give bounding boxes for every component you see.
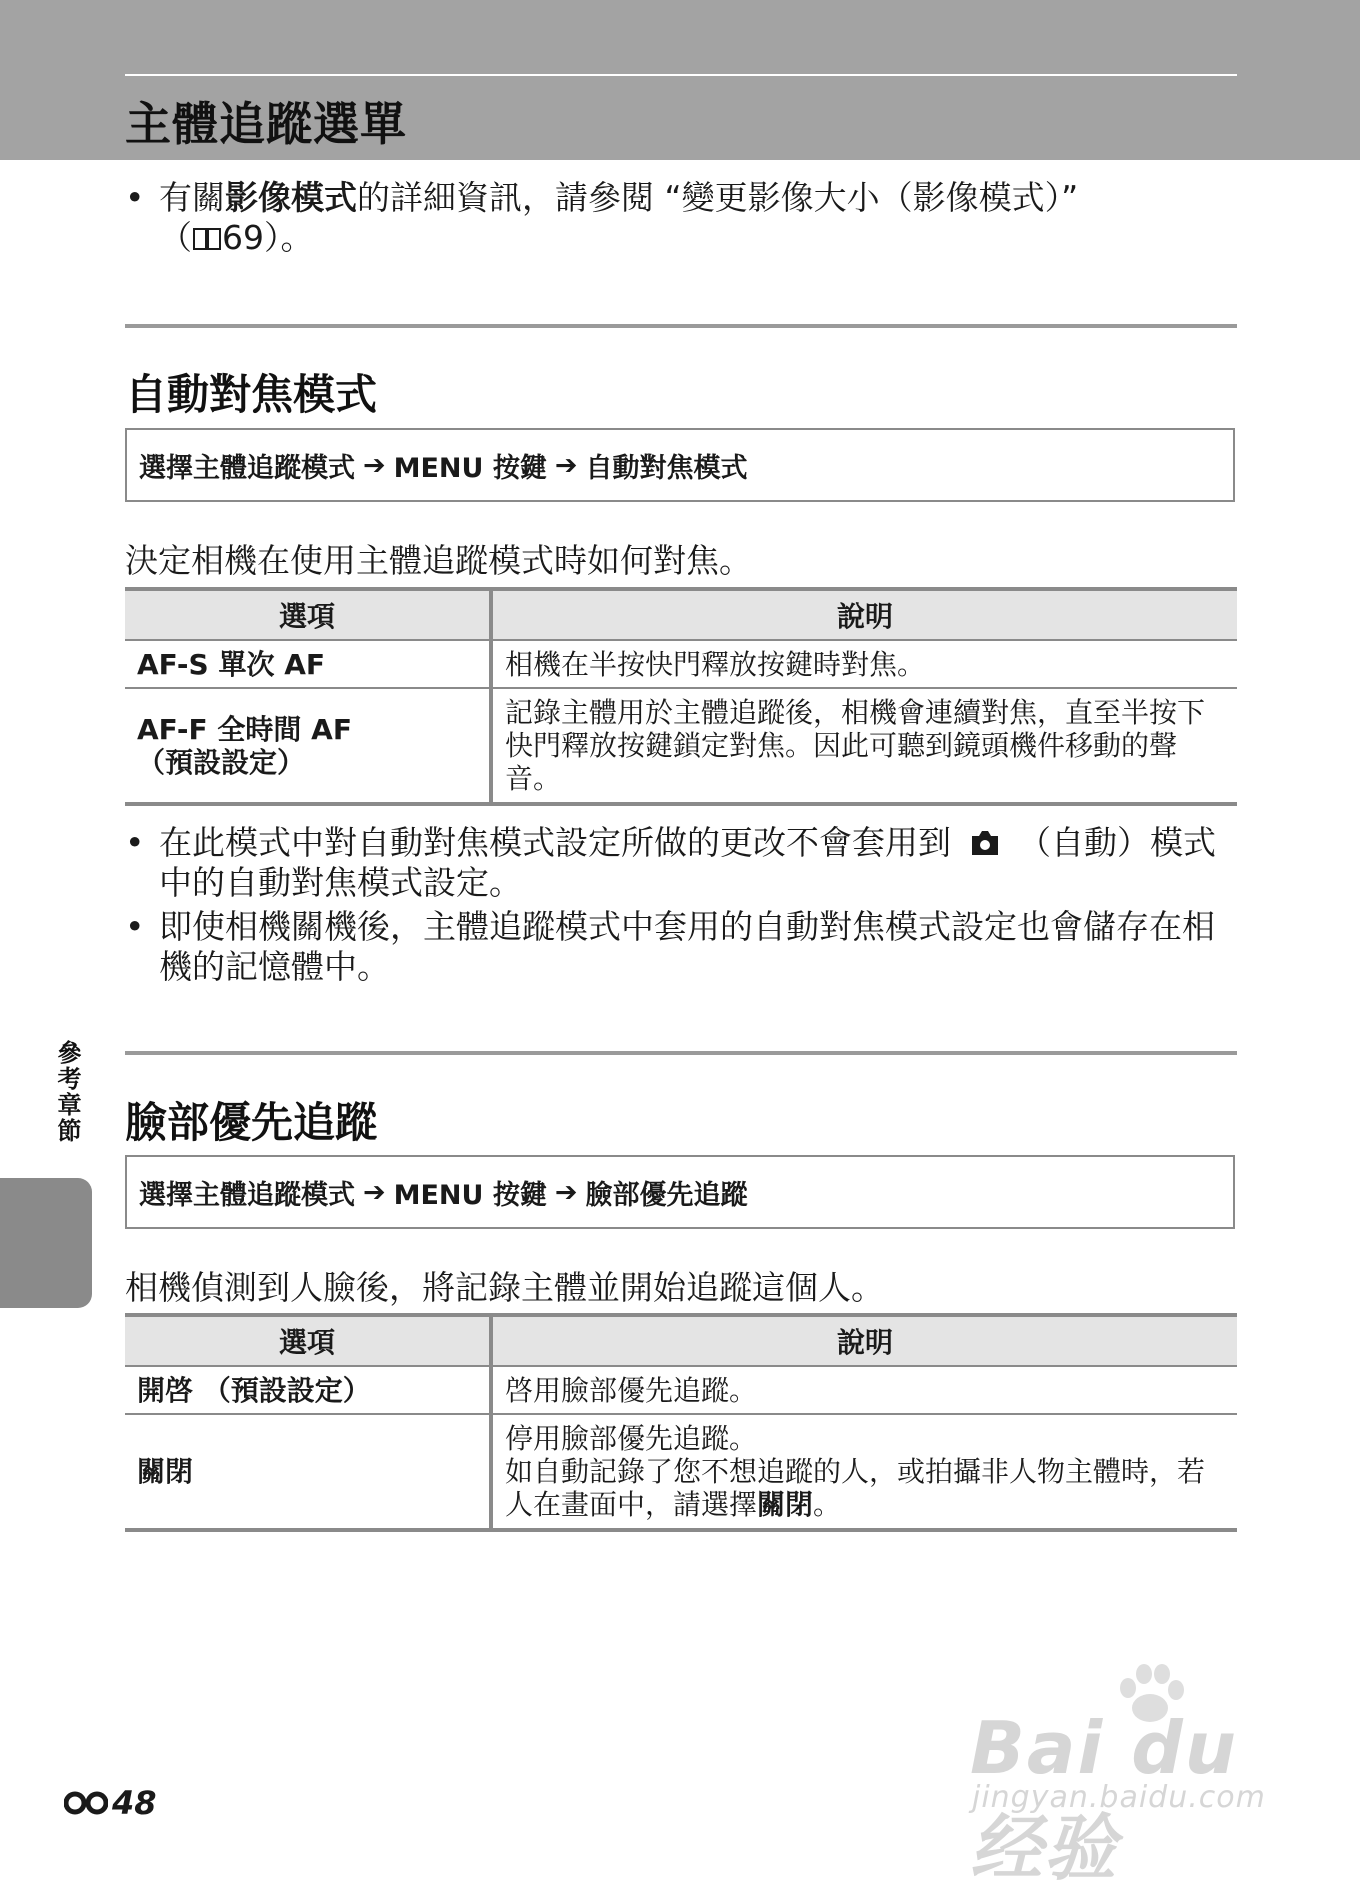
reference-section-icon — [64, 1788, 108, 1818]
menu-path-face-priority: 選擇主體追蹤模式 ➔ MENU 按鍵 ➔ 臉部優先追蹤 — [125, 1155, 1235, 1229]
page-ref-link[interactable]: 69）。 — [222, 218, 314, 257]
arrow-right-icon: ➔ — [554, 449, 578, 481]
section-rule — [125, 1051, 1237, 1055]
face-priority-description: 相機偵測到人臉後，將記錄主體並開始追蹤這個人。 — [125, 1268, 884, 1307]
arrow-right-icon: ➔ — [363, 449, 386, 481]
table-header-row — [125, 589, 1237, 640]
chapter-side-label: 參考章節 — [53, 1040, 81, 1144]
intro-bullet: • 有關影像模式的詳細資訊，請參閱 “變更影像大小（影像模式）” （ 69）。 — [125, 178, 1079, 257]
arrow-right-icon: ➔ — [554, 1176, 578, 1208]
bullet-dot: • — [125, 907, 145, 946]
option-description: 停用臉部優先追蹤。 如自動記錄了您不想追蹤的人，或拍攝非人物主體時，若人在畫面中，請選擇關閉。 — [491, 1414, 1237, 1530]
option-name: AF-F 全時間 AF （預設設定） — [125, 688, 491, 804]
option-description: 記錄主體用於主體追蹤後，相機會連續對焦，直至半按下快門釋放按鍵鎖定對焦。因此可聽到鏡頭機件移動的聲音。 — [491, 688, 1237, 804]
table-row — [125, 1414, 1237, 1530]
option-name: 開啓 （預設設定） — [125, 1366, 491, 1414]
option-description: 相機在半按快門釋放按鍵時對焦。 — [491, 640, 1237, 688]
column-header-option: 選項 — [125, 1315, 491, 1366]
menu-path-autofocus: 選擇主體追蹤模式 ➔ MENU 按鍵 ➔ 自動對焦模式 — [125, 428, 1235, 502]
page-number: 48 — [64, 1784, 157, 1822]
option-name: 關閉 — [125, 1414, 491, 1530]
section-title-face-priority: 臉部優先追蹤 — [125, 1098, 378, 1147]
autofocus-description: 決定相機在使用主體追蹤模式時如何對焦。 — [125, 541, 752, 580]
chapter-side-tab — [0, 1178, 92, 1308]
option-description: 啓用臉部優先追蹤。 — [491, 1366, 1237, 1414]
face-priority-options-table — [125, 1313, 1237, 1532]
table-row — [125, 688, 1237, 804]
camera-auto-mode-icon — [968, 828, 1002, 858]
watermark — [960, 1660, 1290, 1890]
autofocus-note-bullet: • 即使相機關機後，主體追蹤模式中套用的自動對焦模式設定也會儲存在相機的記憶體中。 — [125, 907, 1215, 986]
table-header-row — [125, 1315, 1237, 1366]
watermark-brand: Bai du 经验 — [970, 1706, 1239, 1890]
table-row — [125, 640, 1237, 688]
autofocus-note-bullet: • 在此模式中對自動對焦模式設定所做的更改不會套用到 （自動）模式中的自動對焦模式設定。 — [125, 823, 1216, 902]
arrow-right-icon: ➔ — [363, 1176, 386, 1208]
book-icon — [192, 225, 222, 253]
column-header-description: 說明 — [491, 589, 1237, 640]
autofocus-options-table — [125, 587, 1237, 806]
option-name: AF-S 單次 AF — [125, 640, 491, 688]
bullet-dot: • — [125, 178, 145, 217]
section-title-autofocus: 自動對焦模式 — [125, 370, 378, 419]
header-rule — [125, 74, 1237, 76]
table-row — [125, 1366, 1237, 1414]
page-title: 主體追蹤選單 — [125, 97, 407, 151]
column-header-description: 說明 — [491, 1315, 1237, 1366]
column-header-option: 選項 — [125, 589, 491, 640]
bullet-dot: • — [125, 823, 145, 862]
image-mode-term: 影像模式 — [225, 178, 357, 217]
section-rule — [125, 324, 1237, 328]
watermark-url: jingyan.baidu.com — [972, 1780, 1266, 1815]
